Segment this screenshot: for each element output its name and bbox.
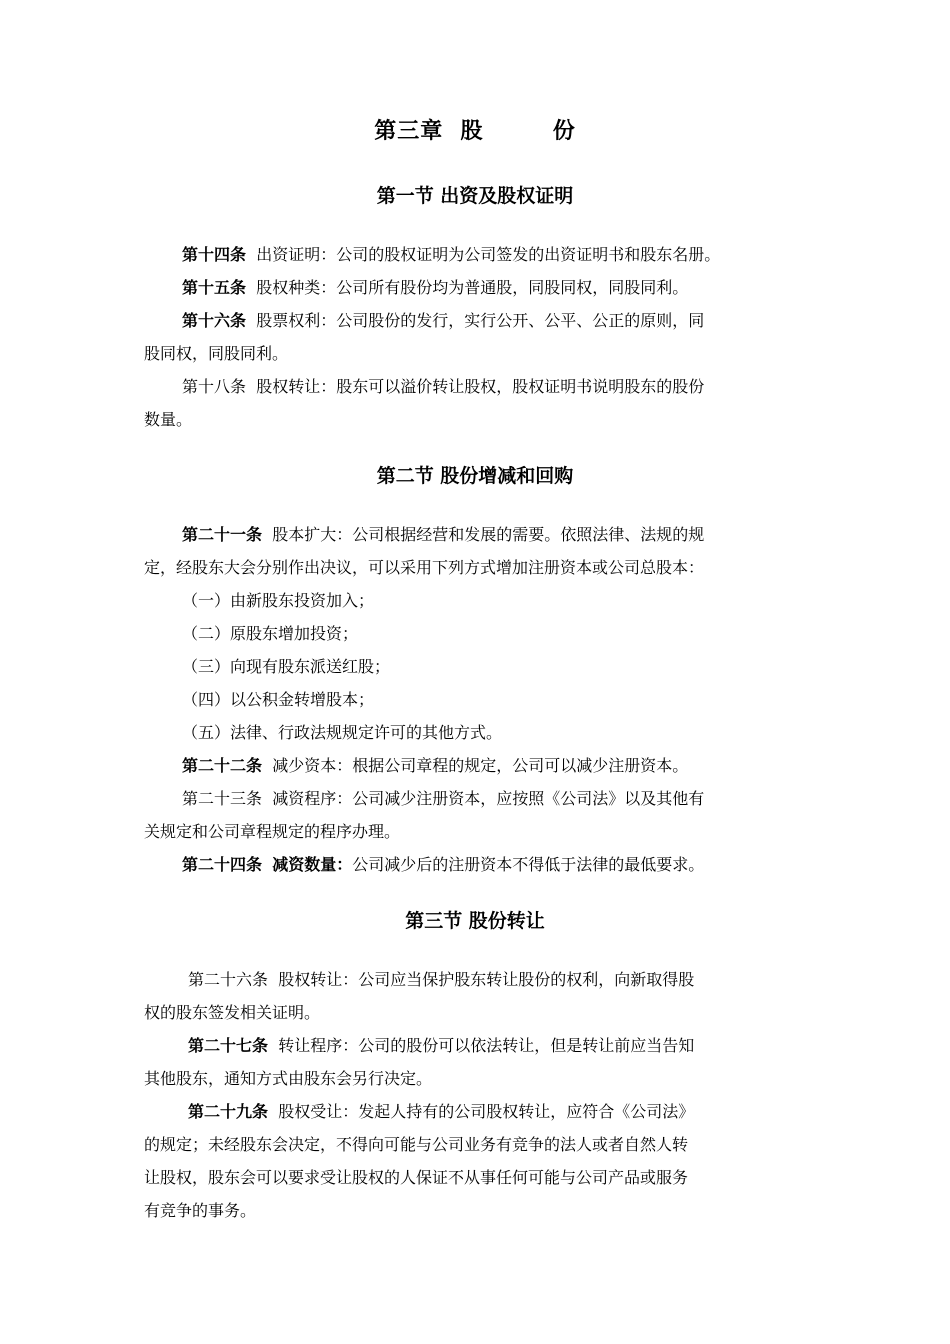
article-text: 转让程序：公司的股份可以依法转让，但是转让前应当告知 (278, 1036, 695, 1055)
article-subject: 减资数量： (272, 855, 353, 874)
section-title: 第三节 股份转让 (405, 910, 545, 932)
list-item: （五）法律、行政法规规定许可的其他方式。 (182, 723, 503, 742)
list-item: （四）以公积金转增股本； (182, 690, 375, 709)
chapter-title: 第三章 股 份 (374, 119, 576, 144)
list-item: （三）向现有股东派送红股； (182, 657, 391, 676)
article-text: 出资证明：公司的股权证明为公司签发的出资证明书和股东名册。 (256, 245, 721, 264)
article-text: 股票权利：公司股份的发行，实行公开、公平、公正的原则，同 (256, 311, 705, 330)
article-label: 第二十九条 (188, 1102, 269, 1121)
article-text: 股本扩大：公司根据经营和发展的需要。依照法律、法规的规 (272, 525, 705, 544)
article-text: 股权种类：公司所有股份均为普通股，同股同权，同股同利。 (256, 278, 689, 297)
article-22 (182, 754, 862, 778)
article-21-continued: 定，经股东大会分别作出决议，可以采用下列方式增加注册资本或公司总股本： (144, 558, 705, 577)
article-27 (188, 1034, 868, 1058)
article-29-continued: 的规定；未经股东会决定，不得向可能与公司业务有竞争的法人或者自然人转 (144, 1135, 689, 1154)
article-23 (182, 787, 862, 811)
article-label: 第二十七条 (188, 1036, 269, 1055)
article-27-continued: 其他股东，通知方式由股东会另行决定。 (144, 1069, 433, 1088)
article-label: 第十八条 (182, 377, 247, 396)
article-15 (182, 276, 862, 300)
article-label: 第二十六条 (188, 970, 269, 989)
list-item: （二）原股东增加投资； (182, 624, 359, 643)
article-text: 减少资本：根据公司章程的规定，公司可以减少注册资本。 (272, 756, 689, 775)
article-label: 第二十一条 (182, 525, 263, 544)
article-label: 第二十二条 (182, 756, 263, 775)
article-text: 公司减少后的注册资本不得低于法律的最低要求。 (352, 855, 705, 874)
article-16-continued: 股同权，同股同利。 (144, 344, 289, 363)
list-item: （一）由新股东投资加入； (182, 591, 375, 610)
article-18-continued: 数量。 (144, 410, 193, 429)
article-29-continued: 让股权，股东会可以要求受让股权的人保证不从事任何可能与公司产品或服务 (144, 1168, 689, 1187)
article-label: 第十六条 (182, 311, 247, 330)
article-26 (188, 968, 868, 992)
section-title: 第一节 出资及股权证明 (376, 185, 574, 207)
article-29 (188, 1100, 868, 1124)
article-text: 减资程序：公司减少注册资本，应按照《公司法》以及其他有 (272, 789, 705, 808)
section-title: 第二节 股份增减和回购 (376, 465, 574, 487)
article-26-continued: 权的股东签发相关证明。 (144, 1003, 321, 1022)
article-24 (182, 853, 862, 877)
article-label: 第二十四条 (182, 855, 263, 874)
article-label: 第二十三条 (182, 789, 263, 808)
article-text: 股权转让：股东可以溢价转让股权，股权证明书说明股东的股份 (256, 377, 705, 396)
article-text: 股权转让：公司应当保护股东转让股份的权利，向新取得股 (278, 970, 695, 989)
article-23-continued: 关规定和公司章程规定的程序办理。 (144, 822, 401, 841)
article-label: 第十四条 (182, 245, 247, 264)
article-21 (182, 523, 862, 547)
article-18 (182, 375, 862, 399)
article-29-continued: 有竞争的事务。 (144, 1201, 257, 1220)
article-14 (182, 243, 862, 267)
article-label: 第十五条 (182, 278, 247, 297)
article-text: 股权受让：发起人持有的公司股权转让，应符合《公司法》 (278, 1102, 695, 1121)
article-16 (182, 309, 862, 333)
